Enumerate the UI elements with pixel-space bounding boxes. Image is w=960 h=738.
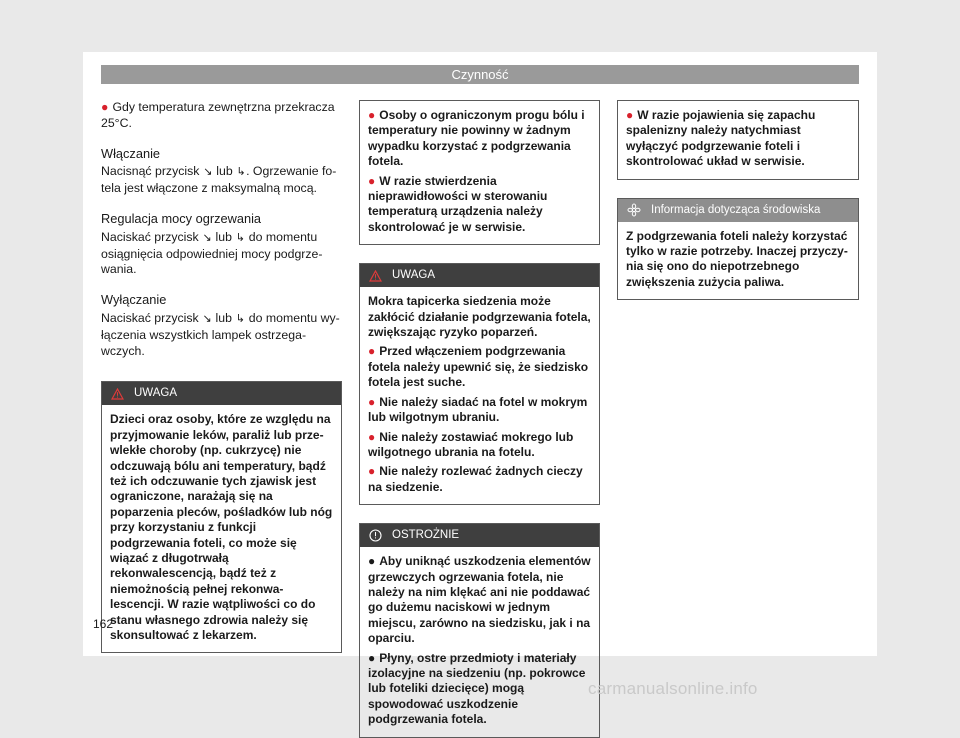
caution-box-header [360,524,599,547]
bullet-icon: ● [368,429,376,444]
warning-box-header [102,382,341,405]
list-item [368,554,591,646]
item-text: Nie należy siadać na fotel w mokrym lub wilgotnym ubraniu. [368,394,588,425]
list-item [368,430,591,461]
bullet-icon: ● [368,650,376,665]
warning-triangle-icon [111,388,124,400]
warning-box-title: UWAGA [392,269,436,282]
section-header: Czynność [101,65,859,84]
list-item [368,395,591,426]
text-part: lub [212,164,237,179]
seat-heat-right-icon: ↳ [235,312,245,325]
bullet-icon: ● [368,108,376,122]
item-text: W razie pojawienia się zapachu spalenizny należy natychmiast wyłączyć podgrzewanie foteli i skontrolować układ w serwisie. [626,108,816,169]
page-number: 162 [93,617,114,631]
item-text: Nie należy zostawiać mokrego lub wilgotnego ubrania na fotelu. [368,429,574,459]
bullet-icon: ● [368,173,376,188]
bullet-icon: ● [368,344,376,359]
column-2 [359,100,600,738]
text-part: Naciskać przycisk [101,310,203,325]
caution-circle-icon [369,529,382,542]
column-3 [617,100,859,300]
list-item [626,108,850,170]
environment-box-title: Informacja dotycząca środowiska [651,203,821,216]
text-part: Nacisnąć przycisk [101,164,203,179]
list-item [368,464,591,495]
column-1 [101,100,342,653]
environment-text: Z podgrzewania foteli należy korzystać tylko w razie potrzeby. Inaczej przyczynia się ono do niepotrzebnego zwiększenia zużycia paliwa. [626,228,848,289]
item-text: Przed włączeniem podgrzewania fotela należy upewnić się, że siedzisko fotela jest suche. [368,344,589,390]
environment-box [617,198,859,301]
watermark: carmanualsonline.info [588,679,758,698]
continued-warning-box [359,100,600,245]
flower-icon [627,203,641,217]
bullet-icon: ● [368,464,376,479]
caution-box-title: OSTROŻNIE [392,529,460,542]
bullet-icon: ● [368,394,376,409]
switch-on-paragraph [101,164,342,197]
intro-text: Gdy temperatura zewnętrzna przekracza 25°C. [101,100,335,130]
text-part: Naciskać przycisk [101,229,203,244]
warning-box-body [360,287,599,504]
list-item [368,651,591,728]
text-part: lub [212,310,236,325]
continued-warning-body [360,101,599,244]
warning-text: Dzieci oraz osoby, które ze względu na przyjmowanie leków, paraliż lub przewlekłe choroby (np. cukrzycę) nie odczuwają bólu ani temperatury, bądź też ich odczuwanie tych zjawisk jest ograniczone, narażają się na poparzenia pleców, pośladków lub nóg przy korzystaniu z funkcji podgrzewania foteli, co może się wiązać z długotrwałą rekonwalescencją, bądź też z niemożnością pełnej rekonwalescencji. W razie wątpliwości co do stanu własnego zdrowia należy się skonsultować z lekarzem. [110,412,333,643]
warning-box-title: UWAGA [134,387,178,400]
item-text: Osoby o ograniczonym progu bólu i temperatury nie powinny w żadnym wypadku korzystać z podgrzewania fotela. [368,108,585,169]
warning-triangle-icon [369,270,382,282]
warning-box [101,381,342,653]
seat-heat-right-icon: ↳ [235,231,245,244]
bullet-icon: ● [626,108,634,122]
item-text: Nie należy rozlewać żadnych cieczy na siedzenie. [368,464,583,494]
continued-warning-box [617,100,859,180]
list-item [368,174,591,236]
intro-paragraph [101,100,342,132]
item-text: Aby uniknąć uszkodzenia elementów grzewczych ogrzewania fotela, nie należy na nim klękać ani nie poddawać go dużemu naciskowi w jednym miejscu, zarówno na siedzisku, jak i na oparciu. [368,554,591,646]
power-heading: Regulacja mocy ogrzewania [101,210,262,226]
environment-box-body [618,222,858,300]
item-text: W razie stwierdzenia nieprawidłowości w sterowaniu temperaturą urządzenia należy skontrolować je w serwisie. [368,173,548,234]
caution-box [359,523,600,737]
seat-heat-left-icon: ↘ [203,166,213,179]
seat-heat-left-icon: ↘ [202,231,212,244]
text-part: lub [212,229,236,244]
warning-box [359,263,600,505]
bullet-icon: ● [101,100,109,114]
warning-box-header [360,264,599,287]
warning-lead: Mokra tapicerka siedzenia może zakłócić działanie podgrzewania fotela, zwiększając ryzyko poparzeń. [368,294,591,340]
item-text: Płyny, ostre przedmioty i materiały izolacyjne na siedzeniu (np. pokrowce lub foteliki dziecięce) mogą spowodować uszkodzenie podgrzewania fotela. [368,650,586,727]
continued-warning-body [618,101,858,179]
text-part: . Ogrzewanie fotela jest włączone z maksymalną mocą. [101,164,337,196]
environment-box-header [618,199,858,222]
switch-off-heading: Wyłączanie [101,292,167,308]
list-item [368,344,591,390]
seat-heat-right-icon: ↳ [236,166,246,179]
seat-heat-left-icon: ↘ [202,312,212,325]
switch-off-paragraph [101,311,342,359]
caution-box-body [360,547,599,736]
bullet-icon: ● [368,554,376,569]
text-part: do momentu wyłączenia wszystkich lampek ostrzegawczych. [101,310,340,358]
warning-box-body [102,405,341,652]
power-paragraph [101,230,342,278]
switch-on-heading: Włączanie [101,145,161,161]
list-item [368,108,591,170]
text-part: do momentu osiągnięcia odpowiedniej mocy podgrzewania. [101,229,323,277]
